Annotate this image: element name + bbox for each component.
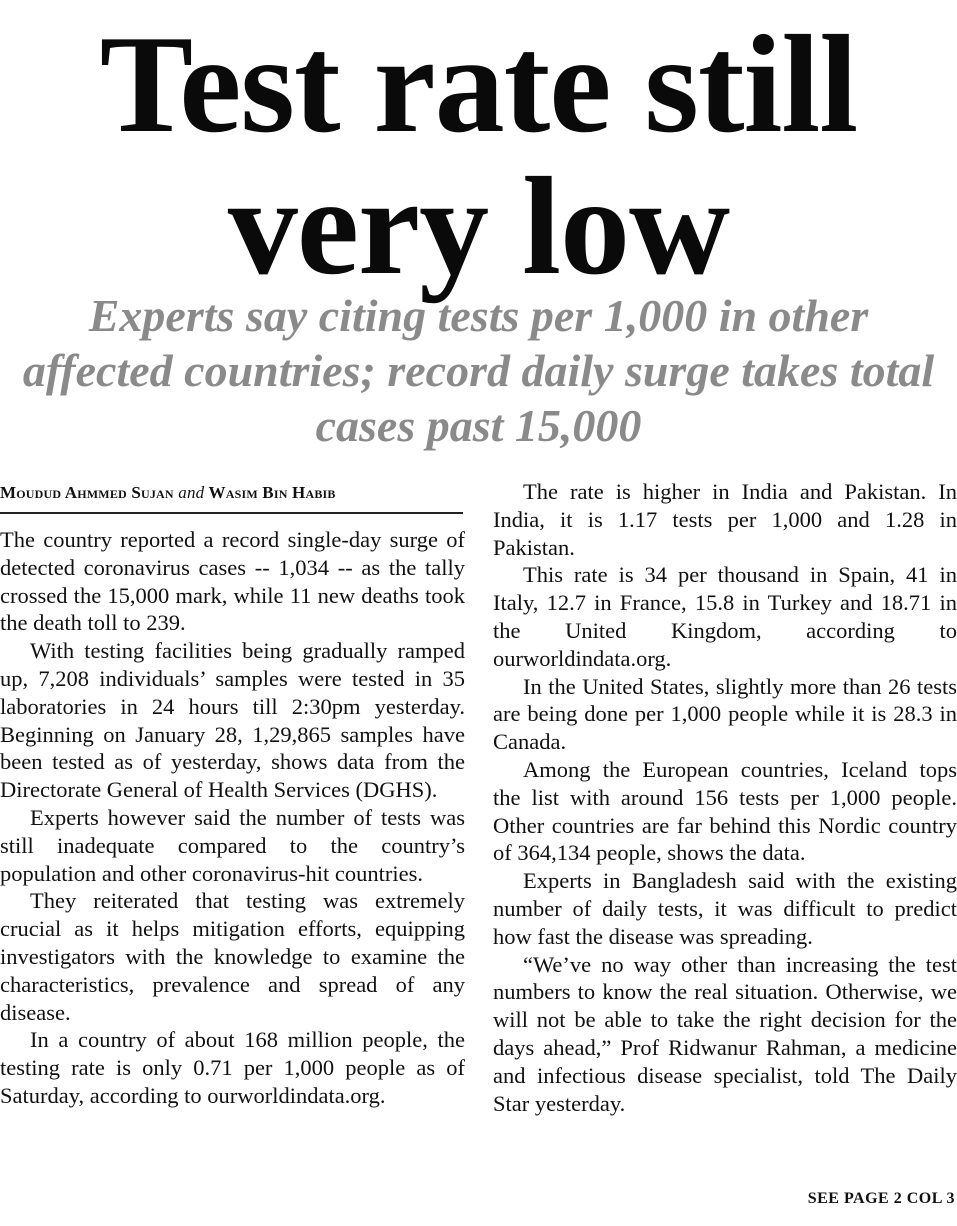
article-paragraph: Among the European countries, Iceland tops the list with around 156 tests per 1,000 people. Other countries are far behind this Nordic country of 364,134 people, shows the data. [493, 756, 957, 866]
article-column-right [493, 478, 957, 1117]
article-paragraph: In a country of about 168 million people, the testing rate is only 0.71 per 1,000 people as of Saturday, according to ourworldindata.org. [0, 1027, 465, 1108]
article-paragraph: They reiterated that testing was extremely crucial as it helps mitigation efforts, equipping investigators with the knowledge to examine the characteristics, prevalence and spread of any disease. [0, 888, 465, 1025]
headline-line-1: Test rate still [99, 7, 858, 162]
article-paragraph: In the United States, slightly more than 26 tests are being done per 1,000 people while it is 28.3 in Canada. [493, 673, 957, 755]
article-column-left [0, 526, 465, 1110]
article-paragraph: Experts in Bangladesh said with the existing number of daily tests, it was difficult to predict how fast the disease was spreading. [493, 868, 957, 949]
article-paragraph: “We’ve no way other than increasing the test numbers to know the real situation. Otherwise, we will not be able to take the right decision for the days ahead,” Prof Ridwanur Rahman, a medicine and infectious disease specialist, told The Daily Star yesterday. [493, 951, 957, 1116]
continued-jump-line: SEE PAGE 2 COL 3 [807, 1190, 955, 1207]
byline-author-2: Wasim Bin Habib [208, 483, 336, 502]
headline [0, 7, 957, 304]
article-paragraph: The rate is higher in India and Pakistan. In India, it is 1.17 tests per 1,000 and 1.28 in Pakistan. [493, 479, 957, 560]
headline-line-2: very low [227, 149, 730, 304]
article-paragraph: The country reported a record single-day surge of detected coronavirus cases -- 1,034 -- as the tally crossed the 15,000 mark, while 11 new deaths took the death toll to 239. [0, 527, 465, 636]
article-paragraph: Experts however said the number of tests was still inadequate compared to the country’s population and other coronavirus-hit countries. [0, 804, 465, 886]
byline-author-1: Moudud Ahmmed Sujan [0, 483, 174, 502]
article-paragraph: This rate is 34 per thousand in Spain, 41 in Italy, 12.7 in France, 15.8 in Turkey and 18.71 in the United Kingdom, according to ourworldindata.org. [493, 562, 957, 671]
subheadline: Experts say citing tests per 1,000 in other affected countries; record daily surge takes total cases past 15,000 [22, 290, 935, 451]
article-paragraph: With testing facilities being gradually ramped up, 7,208 individuals’ samples were tested in 35 laboratories in 24 hours till 2:30pm yesterday. Beginning on January 28, 1,29,865 samples have been tested as of yesterday, shows data from the Directorate General of Health Services (DGHS). [0, 638, 465, 803]
byline-connector: and [178, 483, 205, 502]
byline [0, 478, 463, 514]
